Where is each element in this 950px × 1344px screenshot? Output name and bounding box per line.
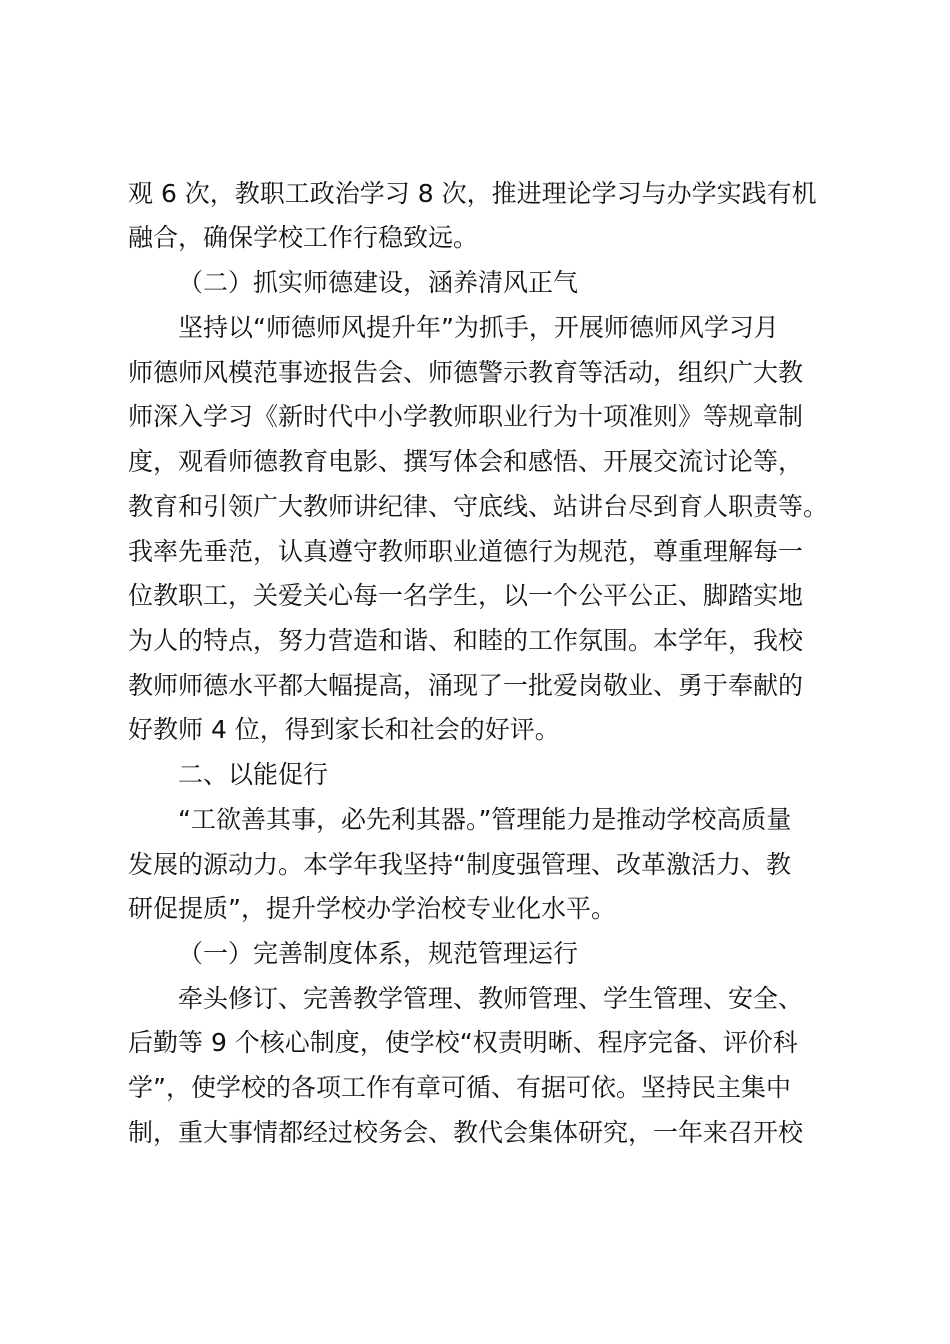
section-heading: 二、以能促行 bbox=[178, 760, 329, 789]
text-line: 度，观看师德教育电影、撰写体会和感悟、开展交流讨论等， bbox=[128, 447, 804, 476]
text-line: 教育和引领广大教师讲纪律、守底线、站讲台尽到育人职责等。 bbox=[128, 492, 829, 521]
text-line: 后勤等 9 个核心制度，使学校“权责明晰、程序完备、评价科 bbox=[128, 1028, 798, 1057]
text-line: 师深入学习《新时代中小学教师职业行为十项准则》等规章制 bbox=[128, 402, 804, 431]
text-line: 观 6 次，教职工政治学习 8 次，推进理论学习与办学实践有机 bbox=[128, 179, 817, 208]
text-line: 制，重大事情都经过校务会、教代会集体研究，一年来召开校 bbox=[128, 1118, 804, 1147]
text-line: 教师师德水平都大幅提高，涌现了一批爱岗敬业、勇于奉献的 bbox=[128, 671, 804, 700]
section-heading: （一）完善制度体系，规范管理运行 bbox=[178, 939, 579, 968]
text-line: 为人的特点，努力营造和谐、和睦的工作氛围。本学年，我校 bbox=[128, 626, 804, 655]
text-line: 我率先垂范，认真遵守教师职业道德行为规范，尊重理解每一 bbox=[128, 537, 804, 566]
section-heading: （二）抓实师德建设，涵养清风正气 bbox=[178, 268, 579, 297]
text-line: 发展的源动力。本学年我坚持“制度强管理、改革激活力、教 bbox=[128, 850, 791, 879]
text-line: 融合，确保学校工作行稳致远。 bbox=[128, 223, 479, 252]
text-line: 师德师风模范事迹报告会、师德警示教育等活动，组织广大教 bbox=[128, 358, 804, 387]
paragraph-first-line: 坚持以“师德师风提升年”为抓手，开展师德师风学习月 bbox=[178, 313, 779, 342]
text-line: 好教师 4 位，得到家长和社会的好评。 bbox=[128, 715, 560, 744]
text-line: 研促提质”，提升学校办学治校专业化水平。 bbox=[128, 894, 616, 923]
paragraph-first-line: 牵头修订、完善教学管理、教师管理、学生管理、安全、 bbox=[178, 984, 804, 1013]
text-line: 位教职工，关爱关心每一名学生，以一个公平公正、脚踏实地 bbox=[128, 581, 804, 610]
text-line: 学”，使学校的各项工作有章可循、有据可依。坚持民主集中 bbox=[128, 1073, 791, 1102]
paragraph-first-line: “工欲善其事，必先利其器。”管理能力是推动学校高质量 bbox=[178, 805, 792, 834]
